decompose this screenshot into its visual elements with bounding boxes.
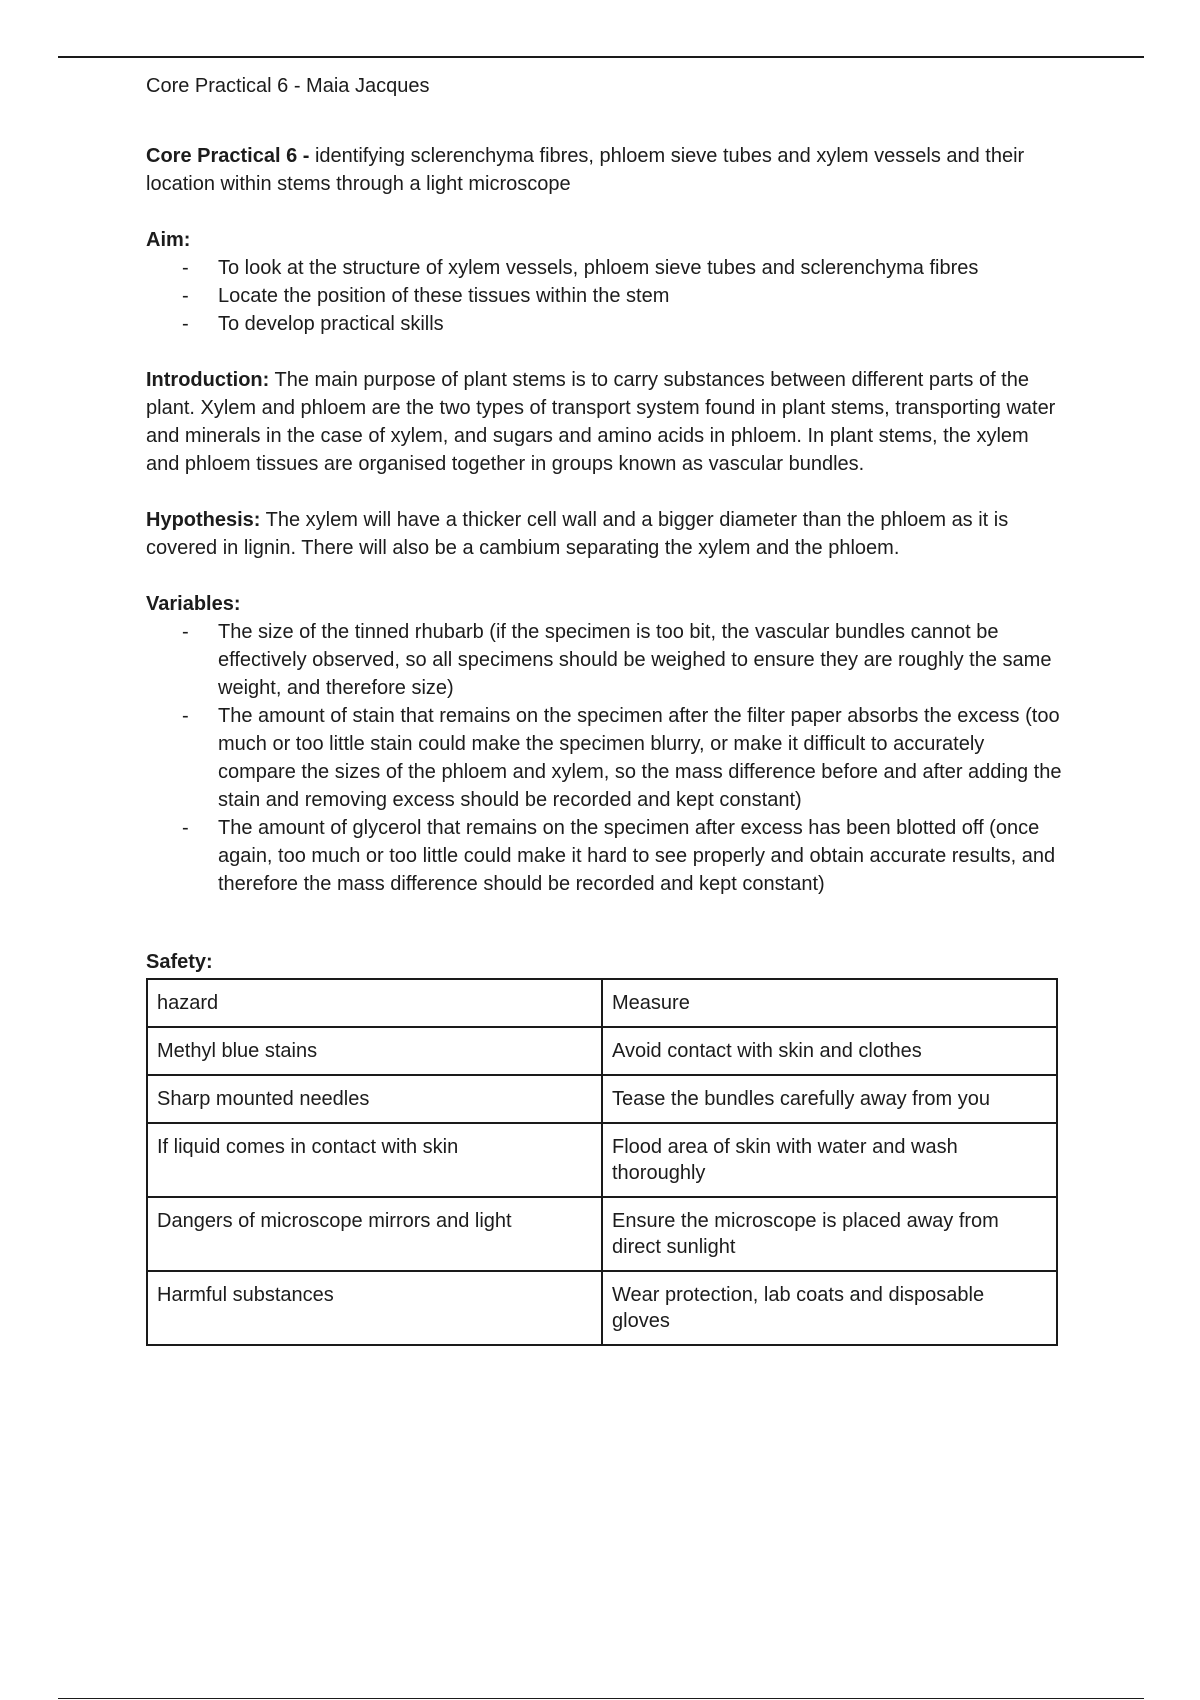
measure-cell: Flood area of skin with water and wash thoroughly [602, 1123, 1057, 1197]
measure-cell: Wear protection, lab coats and disposable gloves [602, 1271, 1057, 1345]
aim-item [146, 282, 1066, 310]
dash-bullet: - [182, 705, 189, 727]
variables-list [146, 618, 1066, 898]
hazard-cell: Dangers of microscope mirrors and light [147, 1197, 602, 1271]
variable-item-text: The amount of glycerol that remains on the specimen after excess has been blotted off (once again, too much or too little could make it hard to see properly and obtain accurate results, and therefore the mass difference should be recorded and kept constant) [218, 817, 1056, 895]
measure-cell: Avoid contact with skin and clothes [602, 1027, 1057, 1075]
title-text: identifying sclerenchyma fibres, phloem sieve tubes and xylem vessels and their location within stems through a light microscope [146, 145, 1025, 195]
table-row [147, 1027, 1057, 1075]
table-header-row [147, 979, 1057, 1027]
hazard-cell: Methyl blue stains [147, 1027, 602, 1075]
hazard-cell: If liquid comes in contact with skin [147, 1123, 602, 1197]
dash-bullet: - [182, 817, 189, 839]
dash-bullet: - [182, 621, 189, 643]
measure-cell: Tease the bundles carefully away from you [602, 1075, 1057, 1123]
introduction-paragraph [146, 366, 1066, 478]
running-header: Core Practical 6 - Maia Jacques [146, 75, 430, 97]
variable-item [146, 814, 1066, 898]
dash-bullet: - [182, 313, 189, 335]
dash-bullet: - [182, 257, 189, 279]
aim-item [146, 310, 1066, 338]
document-page [146, 70, 1066, 1346]
aim-item [146, 254, 1066, 282]
variable-item-text: The size of the tinned rhubarb (if the specimen is too bit, the vascular bundles cannot be effectively observed, so all specimens should be weighed to ensure they are roughly the same weight, and therefore size) [218, 621, 1052, 699]
safety-table [146, 978, 1058, 1346]
aim-item-text: Locate the position of these tissues within the stem [218, 285, 670, 307]
variables-section [146, 590, 1066, 898]
aim-item-text: To develop practical skills [218, 313, 444, 335]
hazard-cell: Harmful substances [147, 1271, 602, 1345]
hypothesis-paragraph [146, 506, 1066, 562]
table-row [147, 1271, 1057, 1345]
aim-item-text: To look at the structure of xylem vessels, phloem sieve tubes and sclerenchyma fibres [218, 257, 979, 279]
safety-heading: Safety: [146, 951, 213, 973]
table-row [147, 1123, 1057, 1197]
title-bold: Core Practical 6 - [146, 145, 310, 167]
table-header-cell: hazard [147, 979, 602, 1027]
safety-section [146, 948, 1066, 1346]
top-rule [58, 56, 1144, 58]
aim-heading: Aim: [146, 229, 191, 251]
bottom-rule [58, 1698, 1144, 1699]
hypothesis-text: The xylem will have a thicker cell wall and a bigger diameter than the phloem as it is covered in lignin. There will also be a cambium separating the xylem and the phloem. [146, 509, 1009, 559]
hazard-cell: Sharp mounted needles [147, 1075, 602, 1123]
aim-section [146, 226, 1066, 338]
measure-cell: Ensure the microscope is placed away from direct sunlight [602, 1197, 1057, 1271]
hypothesis-label: Hypothesis: [146, 509, 261, 531]
dash-bullet: - [182, 285, 189, 307]
variables-heading: Variables: [146, 593, 241, 615]
variable-item-text: The amount of stain that remains on the specimen after the filter paper absorbs the excess (too much or too little stain could make the specimen blurry, or make it difficult to accurately compare the sizes of the phloem and xylem, so the mass difference before and after adding the stain and removing excess should be recorded and kept constant) [218, 705, 1062, 811]
table-header-cell: Measure [602, 979, 1057, 1027]
introduction-label: Introduction: [146, 369, 270, 391]
table-row [147, 1197, 1057, 1271]
document-title [146, 142, 1066, 198]
table-row [147, 1075, 1057, 1123]
introduction-text: The main purpose of plant stems is to carry substances between different parts of the plant. Xylem and phloem are the two types of transport system found in plant stems, transporting water and minerals in the case of xylem, and sugars and amino acids in phloem. In plant stems, the xylem and phloem tissues are organised together in groups known as vascular bundles. [146, 369, 1056, 475]
variable-item [146, 618, 1066, 702]
variable-item [146, 702, 1066, 814]
aim-list [146, 254, 1066, 338]
